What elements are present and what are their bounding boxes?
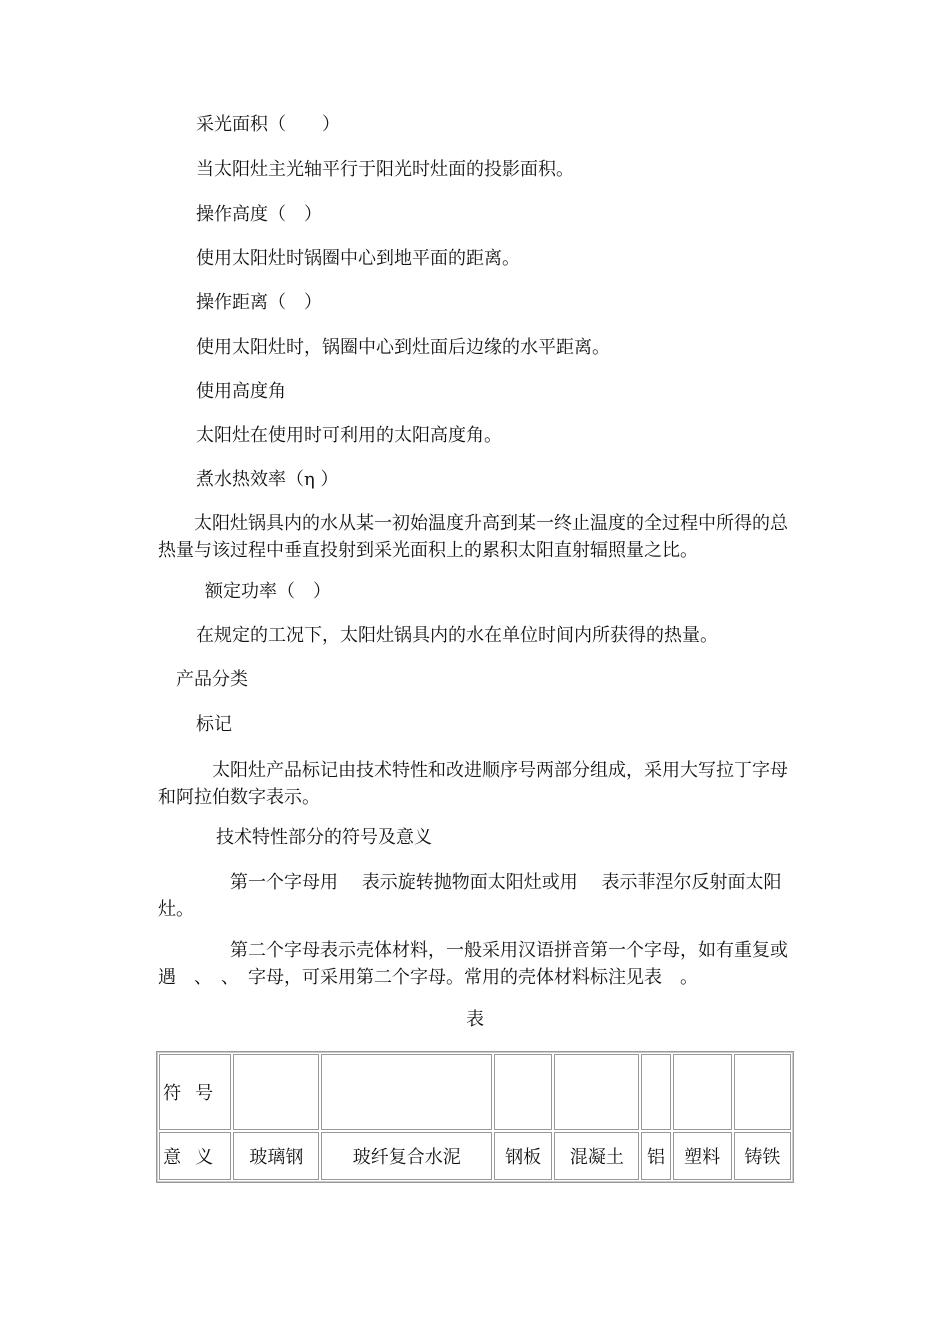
term-operating-height: 操作高度（ ） [196,204,322,225]
symbol-cell [321,1054,492,1130]
symbol-header-cell: 符号 [159,1054,231,1130]
heading-marking: 标记 [196,714,232,735]
shell-material-table [156,1051,794,1183]
heading-product-classification: 产品分类 [176,669,248,690]
meaning-cell: 玻纤复合水泥 [321,1132,492,1180]
table-row-meaning [159,1132,791,1180]
first-letter-description: 第一个字母用 表示旋转抛物面太阳灶或用 表示菲涅尔反射面太阳灶。 [158,872,782,920]
term-operating-distance: 操作距离（ ） [196,292,322,313]
second-letter-description: 第二个字母表示壳体材料，一般采用汉语拼音第一个字母，如有重复或遇 、 、 字母，可采用第二个字母。常用的壳体材料标注见表 。 [158,940,788,988]
term-collecting-area: 采光面积（ ） [196,114,340,135]
meaning-cell: 玻璃钢 [233,1132,319,1180]
def-elevation-angle: 太阳灶在使用时可利用的太阳高度角。 [196,425,502,446]
meaning-header-cell: 意义 [159,1132,231,1180]
heading-technical-symbols: 技术特性部分的符号及意义 [216,827,432,848]
symbol-cell [494,1054,552,1130]
meaning-cell: 钢板 [494,1132,552,1180]
table-caption: 表 [466,1009,484,1030]
marking-description: 太阳灶产品标记由技术特性和改进顺序号两部分组成，采用大写拉丁字母和阿拉伯数字表示。 [158,760,788,808]
table-row-symbol [159,1054,791,1130]
def-operating-height: 使用太阳灶时锅圈中心到地平面的距离。 [196,248,520,269]
meaning-cell: 铸铁 [734,1132,791,1180]
symbol-cell [233,1054,319,1130]
term-elevation-angle: 使用高度角 [196,381,286,402]
meaning-cell: 混凝土 [554,1132,639,1180]
def-boiling-efficiency: 太阳灶锅具内的水从某一初始温度升高到某一终止温度的全过程中所得的总热量与该过程中垂直投射到采光面积上的累积太阳直射辐照量之比。 [158,513,788,561]
term-boiling-efficiency: 煮水热效率（η ） [196,469,339,490]
meaning-cell: 铝 [641,1132,670,1180]
def-collecting-area: 当太阳灶主光轴平行于阳光时灶面的投影面积。 [196,159,574,180]
def-rated-power: 在规定的工况下，太阳灶锅具内的水在单位时间内所获得的热量。 [196,625,718,646]
symbol-cell [641,1054,670,1130]
def-operating-distance: 使用太阳灶时，锅圈中心到灶面后边缘的水平距离。 [196,337,610,358]
symbol-cell [554,1054,639,1130]
meaning-cell: 塑料 [673,1132,732,1180]
symbol-cell [734,1054,791,1130]
symbol-cell [673,1054,732,1130]
term-rated-power: 额定功率（ ） [205,581,331,602]
